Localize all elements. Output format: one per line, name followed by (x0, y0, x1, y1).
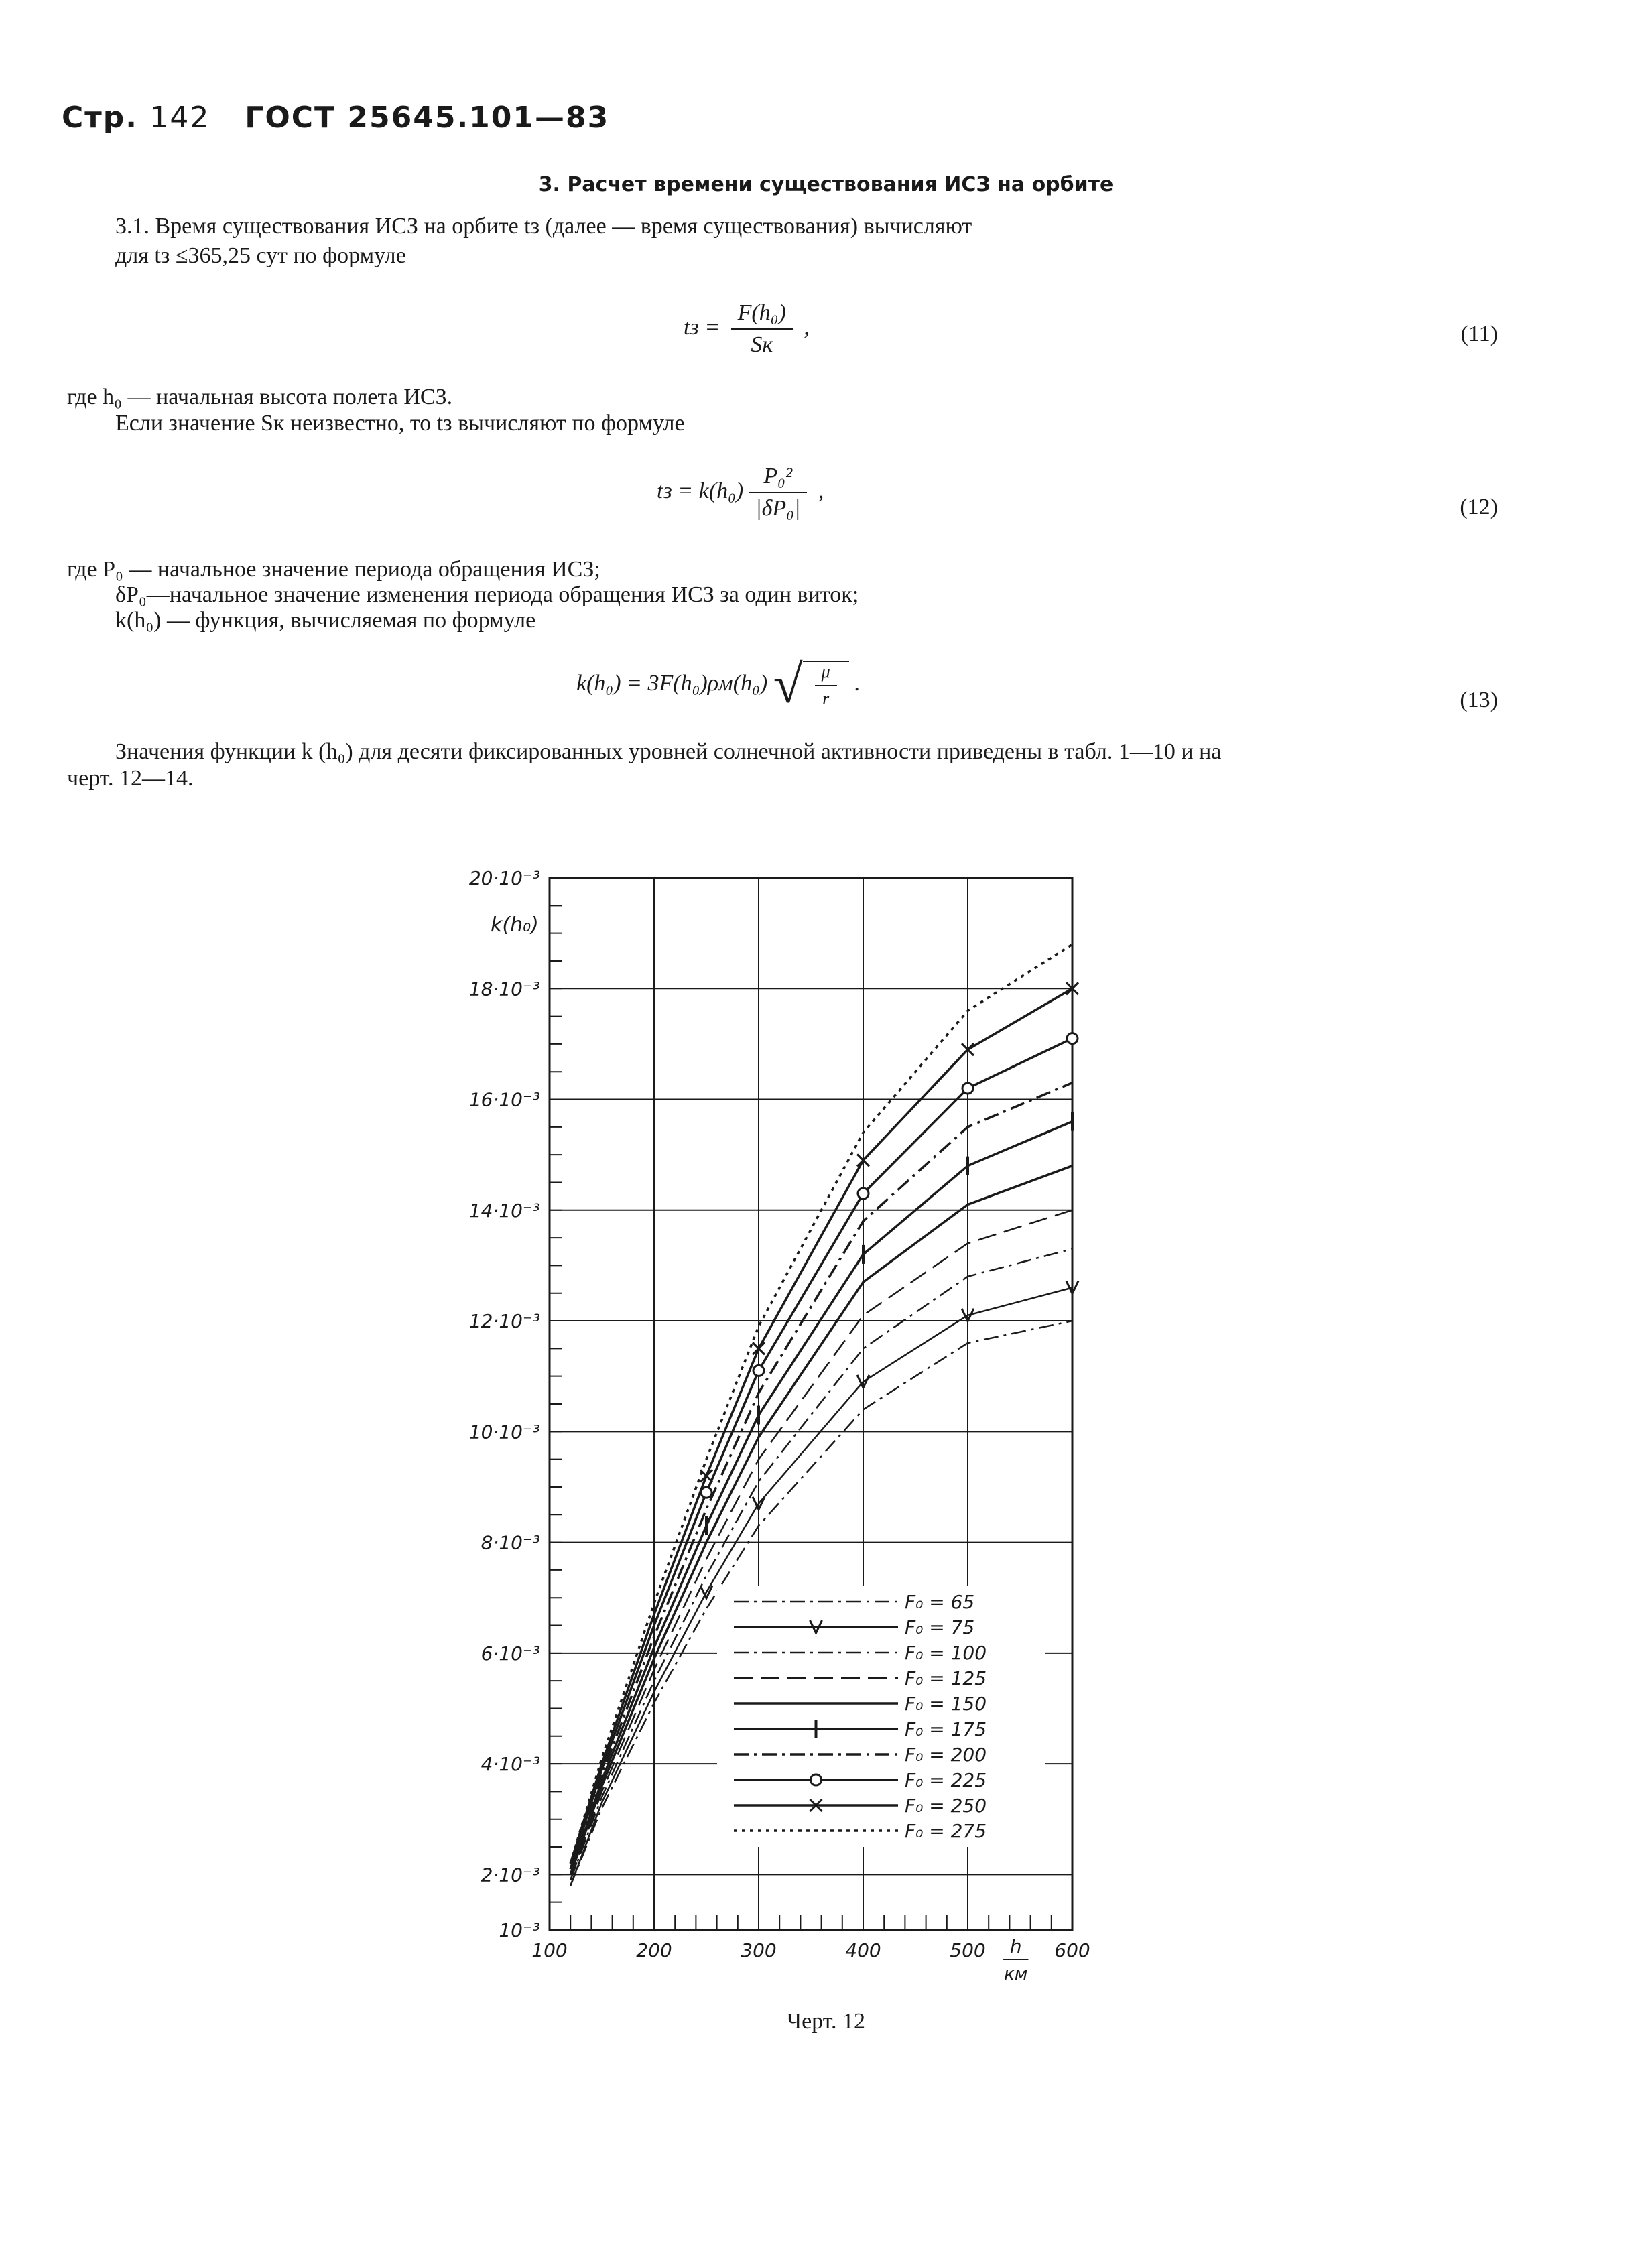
if-sk-unknown: Если значение Sк неизвестно, то tз вычисляют по формуле (115, 411, 685, 436)
series-point-8 (1067, 1033, 1078, 1044)
page-label: Стр. (62, 101, 139, 135)
figure-caption: Черт. 12 (786, 2009, 866, 2034)
y-tick-label: 20·10⁻³ (469, 867, 540, 889)
eq12-tail: , (812, 478, 824, 503)
equation-13 (576, 655, 861, 714)
legend-entry-1: F₀ = 65 (905, 1591, 975, 1613)
standard-code: ГОСТ 25645.101—83 (245, 101, 610, 135)
para-3-1-line1: 3.1. Время существования ИСЗ на орбите tз (далее — время существования) вычисляют (115, 214, 972, 239)
legend-entry-9: F₀ = 250 (905, 1795, 987, 1817)
y-tick-label: 2·10⁻³ (481, 1864, 540, 1886)
y-tick-label: 12·10⁻³ (469, 1310, 540, 1333)
x-tick-label: 600 (1054, 1939, 1090, 1961)
y-tick-label: 10·10⁻³ (469, 1421, 540, 1443)
y-tick-label: 10⁻³ (499, 1919, 540, 1941)
x-tick-label: 400 (845, 1939, 881, 1961)
series-point-8 (858, 1188, 869, 1199)
legend-entry-10: F₀ = 275 (905, 1820, 987, 1842)
eq13-tail: . (848, 670, 861, 696)
eq12-denominator: |δP₀| (755, 496, 801, 521)
legend-entry-6: F₀ = 175 (905, 1718, 987, 1740)
y-tick-label: 14·10⁻³ (469, 1199, 540, 1222)
section-title: 3. Расчет времени существования ИСЗ на орбите (538, 173, 1114, 196)
values-note-line2: черт. 12—14. (67, 766, 194, 791)
x-tick-label: 200 (636, 1939, 672, 1961)
para-3-1-line2: для tз ≤365,25 сут по формуле (115, 243, 406, 268)
k-h0-chart (469, 864, 1139, 2004)
legend-background (717, 1586, 1045, 1847)
y-axis-label: k(h₀) (491, 913, 539, 937)
y-tick-label: 6·10⁻³ (481, 1642, 540, 1665)
legend-entry-2: F₀ = 75 (905, 1616, 975, 1638)
eq11-numerator: F(h₀) (731, 300, 793, 330)
eq13-lhs: k(h₀) = 3F(h₀)ρм(h₀) (576, 670, 768, 696)
equation-12 (657, 464, 824, 521)
page-header (62, 101, 609, 135)
legend-entry-8: F₀ = 225 (905, 1769, 987, 1791)
where-dp0: δP₀—начальное значение изменения периода обращения ИСЗ за один виток; (115, 582, 859, 607)
where-k: k(h₀) — функция, вычисляемая по формуле (115, 608, 536, 633)
legend-entry-3: F₀ = 100 (905, 1642, 987, 1664)
where-p0: где P₀ — начальное значение периода обращения ИСЗ; (67, 557, 600, 582)
y-tick-label: 8·10⁻³ (481, 1531, 540, 1554)
sqrt-sign-icon: √ (773, 655, 803, 714)
page-number: 142 (149, 101, 210, 135)
y-tick-label: 16·10⁻³ (469, 1088, 540, 1111)
equation-11 (684, 300, 810, 358)
x-tick-label: 300 (741, 1939, 777, 1961)
equation-12-number: (12) (1460, 495, 1498, 519)
y-tick-label: 18·10⁻³ (469, 978, 540, 1000)
eq11-tail: , (798, 314, 810, 340)
eq11-denominator: Sк (751, 332, 773, 357)
equation-13-number: (13) (1460, 688, 1498, 712)
x-axis-label: h (1009, 1935, 1022, 1957)
legend-entry-5: F₀ = 150 (905, 1693, 987, 1715)
values-note-line1: Значения функции k (h₀) для десяти фиксированных уровней солнечной активности приведены в табл. 1—10 и на (115, 739, 1222, 764)
legend-marker-8 (811, 1774, 822, 1785)
eq11-lhs: tз = (684, 314, 726, 340)
eq13-radicand-den: r (822, 689, 830, 708)
y-tick-label: 4·10⁻³ (481, 1753, 540, 1776)
eq12-lhs: tз = k(h₀) (657, 478, 744, 503)
legend-entry-4: F₀ = 125 (905, 1667, 987, 1689)
series-point-8 (962, 1083, 973, 1094)
series-point-8 (753, 1365, 764, 1376)
x-tick-label: 500 (950, 1939, 986, 1961)
x-tick-label: 100 (531, 1939, 568, 1961)
eq13-radicand-num: μ (815, 662, 837, 686)
x-axis-unit: км (1004, 1964, 1028, 1984)
equation-11-number: (11) (1460, 322, 1498, 346)
eq12-numerator: P₀² (749, 464, 807, 493)
where-h0: где h₀ — начальная высота полета ИСЗ. (67, 385, 453, 409)
legend-entry-7: F₀ = 200 (905, 1744, 987, 1766)
